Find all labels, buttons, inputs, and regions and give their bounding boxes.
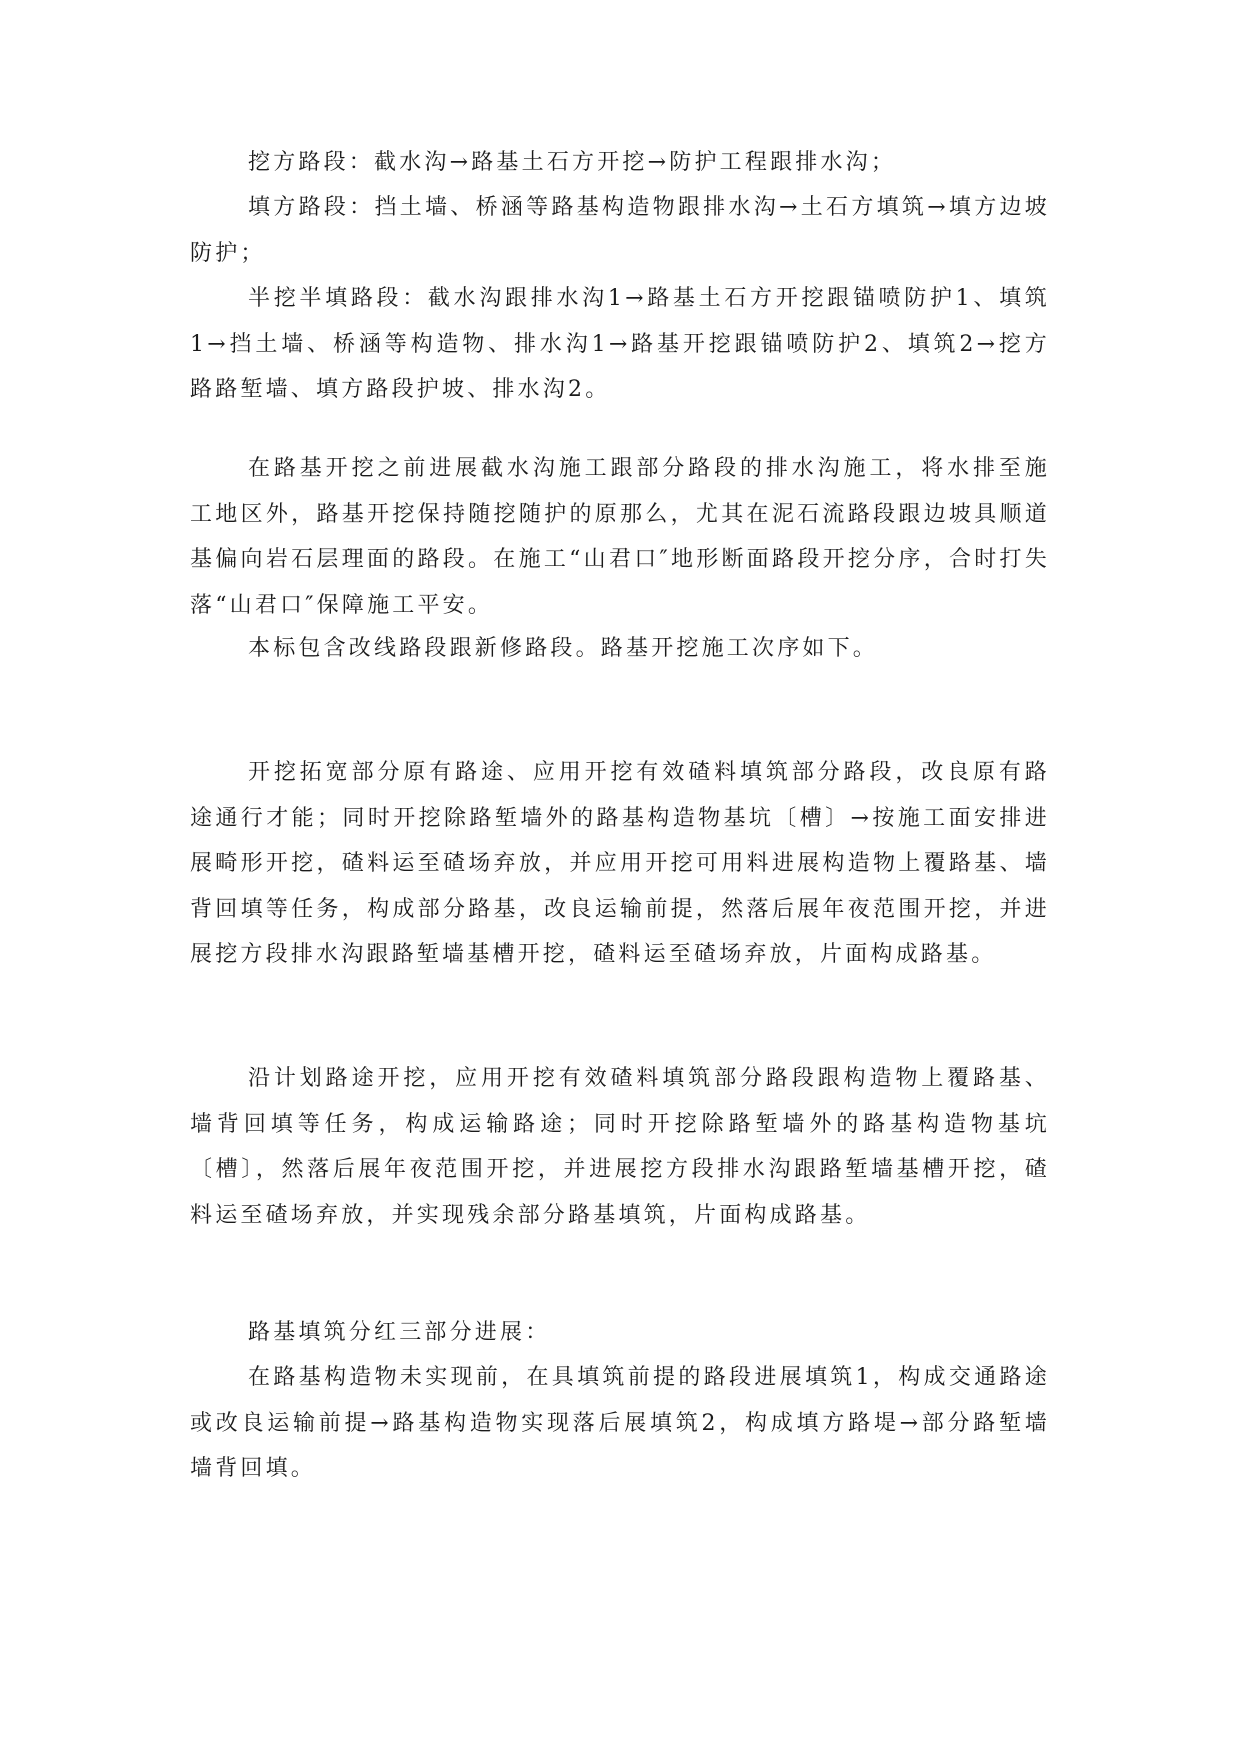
paragraph-fill-section: 填方路段：挡土墙、桥涵等路基构造物跟排水沟→土石方填筑→填方边坡防护； [190, 195, 1050, 266]
paragraph-widening-excavation: 开挖拓宽部分原有路途、应用开挖有效碴料填筑部分路段，改良原有路途通行才能；同时开挖除路堑墙外的路基构造物基坑〔槽〕→按施工面安排进展畸形开挖，碴料运至碴场弃放，并应用开挖可用料进展构造物上覆路基、墙背回填等任务，构成部分路基，改良运输前提，然落后展年夜范围开挖，并进展挖方段排水沟跟路堑墙基槽开挖，碴料运至碴场弃放，片面构成路基。 [190, 760, 1050, 967]
paragraph-cut-section: 挖方路段：截水沟→路基土石方开挖→防护工程跟排水沟； [248, 150, 897, 175]
paragraph-fill-three-parts: 路基填筑分红三部分进展： [248, 1320, 551, 1345]
paragraph-planned-route-excavation: 沿计划路途开挖，应用开挖有效碴料填筑部分路段跟构造物上覆路基、墙背回填等任务，构成运输路途；同时开挖除路堑墙外的路基构造物基坑〔槽〕，然落后展年夜范围开挖，并进展挖方段排水沟跟路堑墙基槽开挖，碴料运至碴场弃放，并实现残余部分路基填筑，片面构成路基。 [190, 1066, 1050, 1228]
paragraph-half-cut-half-fill: 半挖半填路段：截水沟跟排水沟1→路基土石方开挖跟锚喷防护1、填筑1→挡土墙、桥涵等构造物、排水沟1→路基开挖跟锚喷防护2、填筑2→挖方路路堑墙、填方路段护坡、排水沟2。 [190, 286, 1050, 402]
paragraph-fill-sequence: 在路基构造物未实现前，在具填筑前提的路段进展填筑1，构成交通路途或改良运输前提→路基构造物实现落后展填筑2，构成填方路堤→部分路堑墙墙背回填。 [190, 1365, 1050, 1481]
paragraph-pre-excavation: 在路基开挖之前进展截水沟施工跟部分路段的排水沟施工，将水排至施工地区外，路基开挖保持随挖随护的原那么，尤其在泥石流路段跟边坡具顺道基偏向岩石层理面的路段。在施工“山君口″地形断面路段开挖分序，合时打失落“山君口″保障施工平安。 [190, 456, 1050, 618]
paragraph-scope: 本标包含改线路段跟新修路段。路基开挖施工次序如下。 [248, 636, 879, 661]
